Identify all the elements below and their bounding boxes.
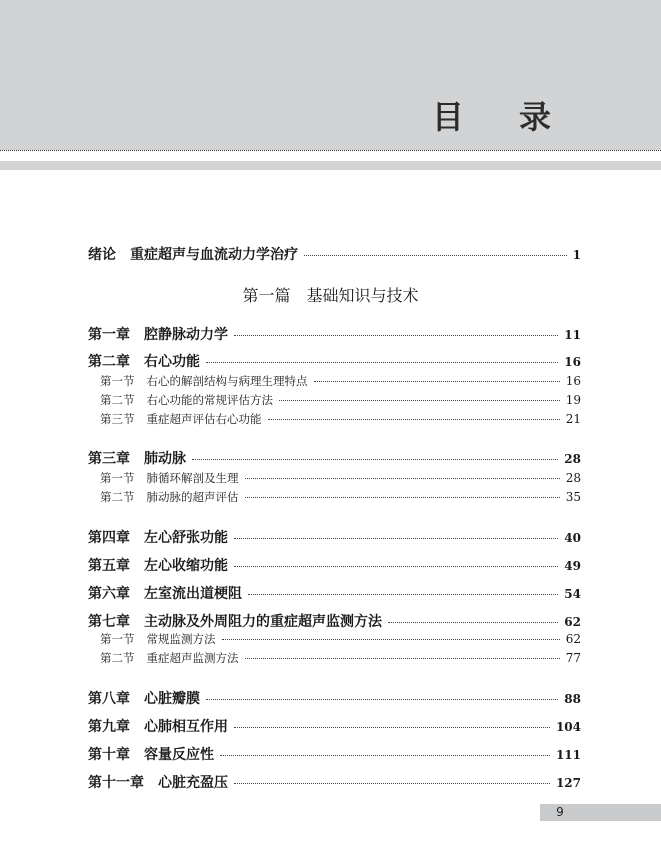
toc-intro[interactable] [88, 244, 581, 264]
entry-number: 第三章 [88, 451, 130, 467]
entry-page: 54 [564, 587, 581, 601]
entry-title: 肺动脉的超声评估 [146, 490, 239, 504]
entry-title: 左室流出道梗阻 [144, 586, 242, 602]
entry-page: 62 [564, 615, 581, 629]
part-name: 基础知识与技术 [306, 286, 419, 305]
entry-number: 第七章 [88, 614, 130, 630]
leader-dots [279, 400, 560, 401]
entry-page: 40 [564, 531, 581, 545]
entry-number: 第十章 [88, 747, 130, 763]
toc-chapter[interactable] [88, 448, 581, 468]
leader-dots [234, 335, 558, 336]
toc-section[interactable] [100, 631, 581, 647]
toc-chapter[interactable] [88, 688, 581, 708]
entry-title: 心肺相互作用 [144, 719, 228, 735]
entry-number: 第二节 [100, 393, 135, 407]
leader-dots [234, 566, 558, 567]
page-title: 目 录 [431, 98, 573, 136]
entry-page: 16 [564, 355, 581, 369]
header-dotted-rule [0, 150, 661, 151]
entry-page: 35 [565, 490, 581, 504]
leader-dots [248, 594, 558, 595]
leader-dots [206, 362, 558, 363]
toc-chapter[interactable] [88, 324, 581, 344]
entry-title: 心脏瓣膜 [144, 691, 200, 707]
toc-section[interactable] [100, 650, 581, 666]
entry-page: 11 [564, 328, 581, 342]
entry-title: 肺动脉 [144, 451, 186, 467]
leader-dots [268, 419, 560, 420]
toc-chapter[interactable] [88, 527, 581, 547]
leader-dots [245, 658, 560, 659]
intro-page: 1 [572, 248, 581, 262]
entry-title: 容量反应性 [144, 747, 214, 763]
entry-title: 腔静脉动力学 [144, 327, 228, 343]
leader-dots [192, 459, 558, 460]
toc-section[interactable] [100, 373, 581, 389]
entry-number: 第九章 [88, 719, 130, 735]
entry-number: 第二节 [100, 651, 135, 665]
entry-page: 16 [565, 374, 581, 388]
leader-dots [234, 783, 550, 784]
entry-number: 第三节 [100, 412, 135, 426]
toc-section[interactable] [100, 392, 581, 408]
entry-page: 127 [555, 776, 581, 790]
toc-section[interactable] [100, 489, 581, 505]
entry-title: 左心舒张功能 [144, 530, 228, 546]
intro-title: 重症超声与血流动力学治疗 [130, 247, 298, 263]
entry-title: 右心的解剖结构与病理生理特点 [146, 374, 308, 388]
entry-title: 常规监测方法 [146, 632, 216, 646]
entry-number: 第六章 [88, 586, 130, 602]
toc-chapter[interactable] [88, 744, 581, 764]
toc-chapter[interactable] [88, 716, 581, 736]
entry-page: 28 [565, 471, 581, 485]
leader-dots [388, 622, 558, 623]
toc-section[interactable] [100, 470, 581, 486]
leader-dots [220, 755, 550, 756]
toc-chapter[interactable] [88, 583, 581, 603]
entry-page: 62 [565, 632, 581, 646]
entry-page: 104 [555, 720, 581, 734]
leader-dots [206, 699, 558, 700]
part-title [0, 283, 661, 306]
leader-dots [304, 255, 567, 256]
entry-page: 49 [564, 559, 581, 573]
entry-title: 重症超声监测方法 [146, 651, 239, 665]
entry-page: 111 [555, 748, 581, 762]
entry-title: 心脏充盈压 [158, 775, 228, 791]
entry-title: 肺循环解剖及生理 [146, 471, 239, 485]
leader-dots [245, 497, 560, 498]
entry-title: 左心收缩功能 [144, 558, 228, 574]
entry-number: 第八章 [88, 691, 130, 707]
toc-chapter[interactable] [88, 772, 581, 792]
page-number: 9 [556, 805, 564, 819]
leader-dots [222, 639, 560, 640]
leader-dots [234, 538, 558, 539]
entry-title: 右心功能 [144, 354, 200, 370]
entry-number: 第四章 [88, 530, 130, 546]
toc-section[interactable] [100, 411, 581, 427]
entry-number: 第二章 [88, 354, 130, 370]
entry-title: 主动脉及外周阻力的重症超声监测方法 [144, 614, 382, 630]
entry-number: 第一节 [100, 471, 135, 485]
header-gray-strip [0, 161, 661, 170]
leader-dots [234, 727, 550, 728]
intro-number: 绪论 [88, 247, 116, 263]
entry-page: 77 [565, 651, 581, 665]
entry-number: 第一节 [100, 632, 135, 646]
entry-page: 88 [564, 692, 581, 706]
leader-dots [245, 478, 560, 479]
entry-page: 21 [565, 412, 581, 426]
entry-number: 第二节 [100, 490, 135, 504]
part-number: 第一篇 [242, 286, 291, 305]
toc-chapter[interactable] [88, 555, 581, 575]
toc-chapter[interactable] [88, 611, 581, 631]
entry-number: 第五章 [88, 558, 130, 574]
toc-chapter[interactable] [88, 351, 581, 371]
leader-dots [314, 381, 560, 382]
entry-page: 19 [565, 393, 581, 407]
entry-number: 第一章 [88, 327, 130, 343]
entry-title: 右心功能的常规评估方法 [146, 393, 273, 407]
entry-page: 28 [564, 452, 581, 466]
entry-number: 第一节 [100, 374, 135, 388]
entry-title: 重症超声评估右心功能 [146, 412, 262, 426]
entry-number: 第十一章 [88, 775, 144, 791]
